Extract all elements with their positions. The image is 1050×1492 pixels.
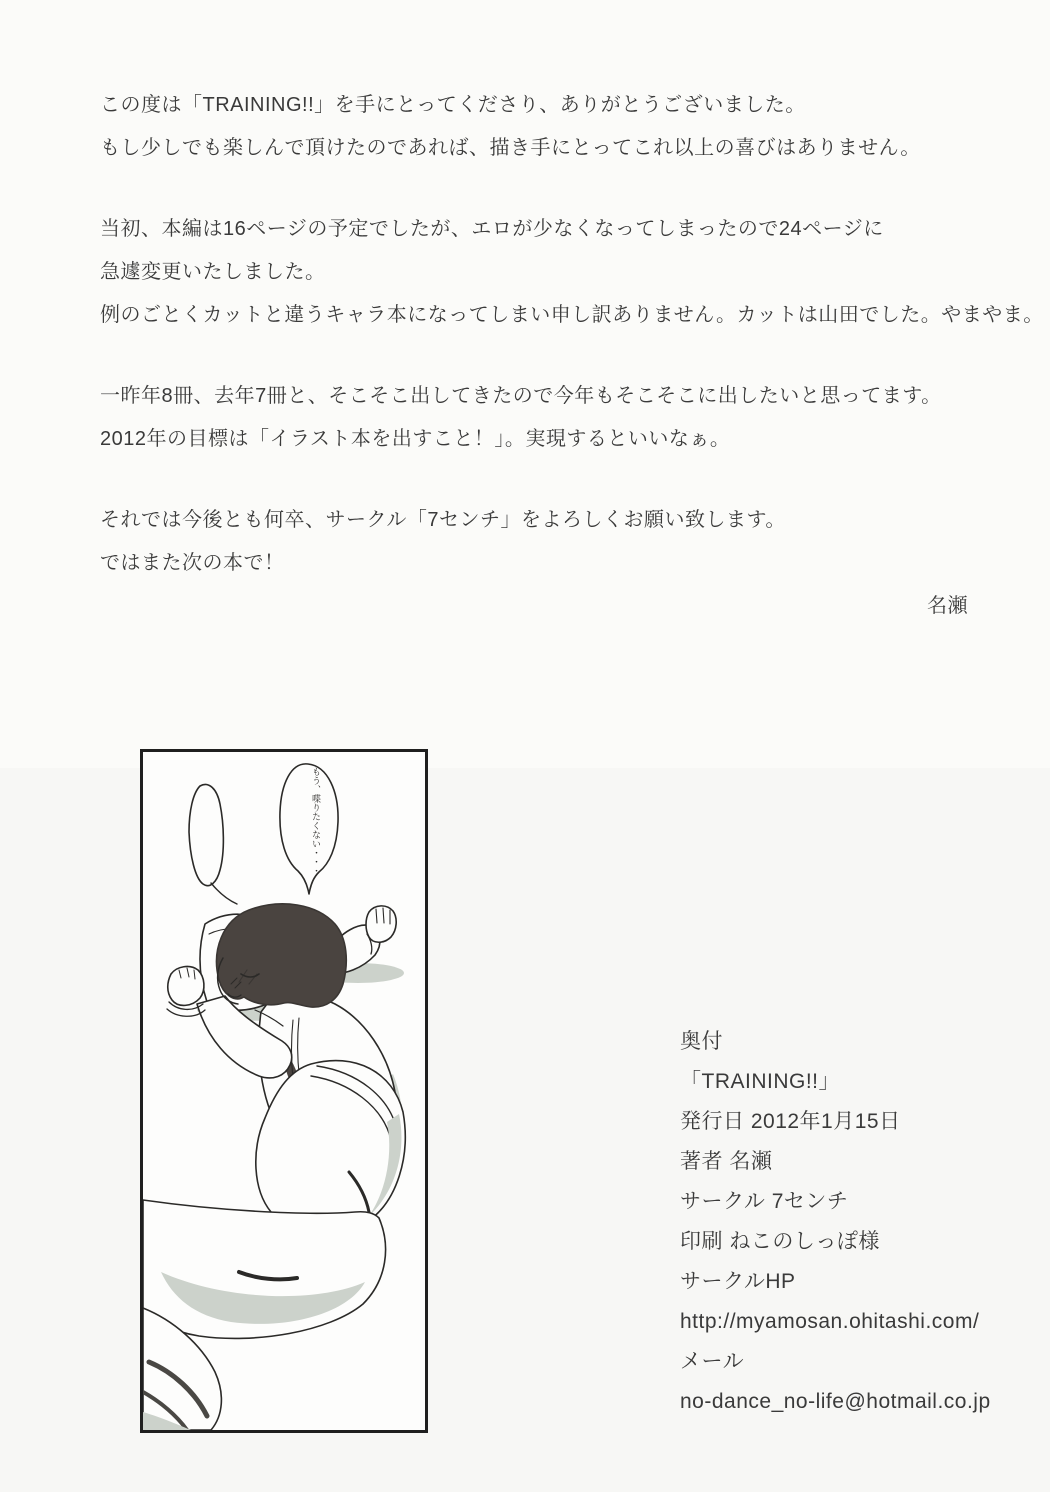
left-fist — [168, 967, 204, 1006]
afterword-line: 当初、本編は16ページの予定でしたが、エロが少なくなってしまったので24ページに — [100, 218, 884, 240]
right-hand — [366, 906, 396, 942]
author-signature: 名瀬 — [927, 595, 968, 617]
afterword-line: それでは今後とも何卒、サークル「7センチ」をよろしくお願い致します。 — [100, 509, 786, 531]
colophon — [680, 1022, 991, 1422]
character-hair — [217, 904, 347, 1007]
speech-bubble-text: もう、喋りたくない・・・ — [311, 767, 321, 875]
afterword-line: ではまた次の本で！ — [100, 552, 285, 574]
colophon-printer: 印刷 ねこのしっぽ様 — [680, 1230, 880, 1253]
colophon-author: 著者 名瀬 — [680, 1150, 773, 1173]
colophon-hp-url: http://myamosan.ohitashi.com/ — [680, 1310, 980, 1333]
afterword-line: 急遽変更いたしました。 — [100, 261, 326, 283]
afterword-line: 例のごとくカットと違うキャラ本になってしまい申し訳ありません。カットは山田でした。やまやま。 — [100, 304, 1044, 326]
afterword-paragraph-4 — [100, 499, 1040, 585]
afterword-line: 一昨年8冊、去年7冊と、そこそこ出してきたので今年もそこそこに出したいと思ってます。 — [100, 385, 942, 407]
colophon-publish-date: 発行日 2012年1月15日 — [680, 1110, 901, 1133]
illustration-panel — [140, 749, 428, 1433]
afterword-line: この度は「TRAINING!!」を手にとってくださり、ありがとうございました。 — [100, 94, 806, 116]
afterword-line: もし少しでも楽しんで頂けたのであれば、描き手にとってこれ以上の喜びはありません。 — [100, 137, 921, 159]
afterword-paragraph-1 — [100, 84, 1040, 170]
sigh-bubble-tail — [211, 883, 237, 904]
colophon-hp-label: サークルHP — [680, 1270, 796, 1293]
colophon-heading: 奥付 — [680, 1030, 723, 1053]
sigh-bubble — [189, 785, 223, 886]
colophon-mail-address: no-dance_no-life@hotmail.co.jp — [680, 1390, 991, 1413]
colophon-mail-label: メール — [680, 1350, 745, 1373]
afterword-paragraph-2 — [100, 208, 1044, 337]
afterword-paragraph-3 — [100, 375, 1040, 461]
afterword-line: 2012年の目標は「イラスト本を出すこと！」。実現するといいなぁ。 — [100, 428, 731, 450]
afterword-text — [100, 84, 1044, 628]
colophon-title: 「TRAINING!!」 — [680, 1070, 841, 1093]
character-illustration — [143, 752, 425, 1430]
colophon-circle: サークル 7センチ — [680, 1190, 849, 1213]
